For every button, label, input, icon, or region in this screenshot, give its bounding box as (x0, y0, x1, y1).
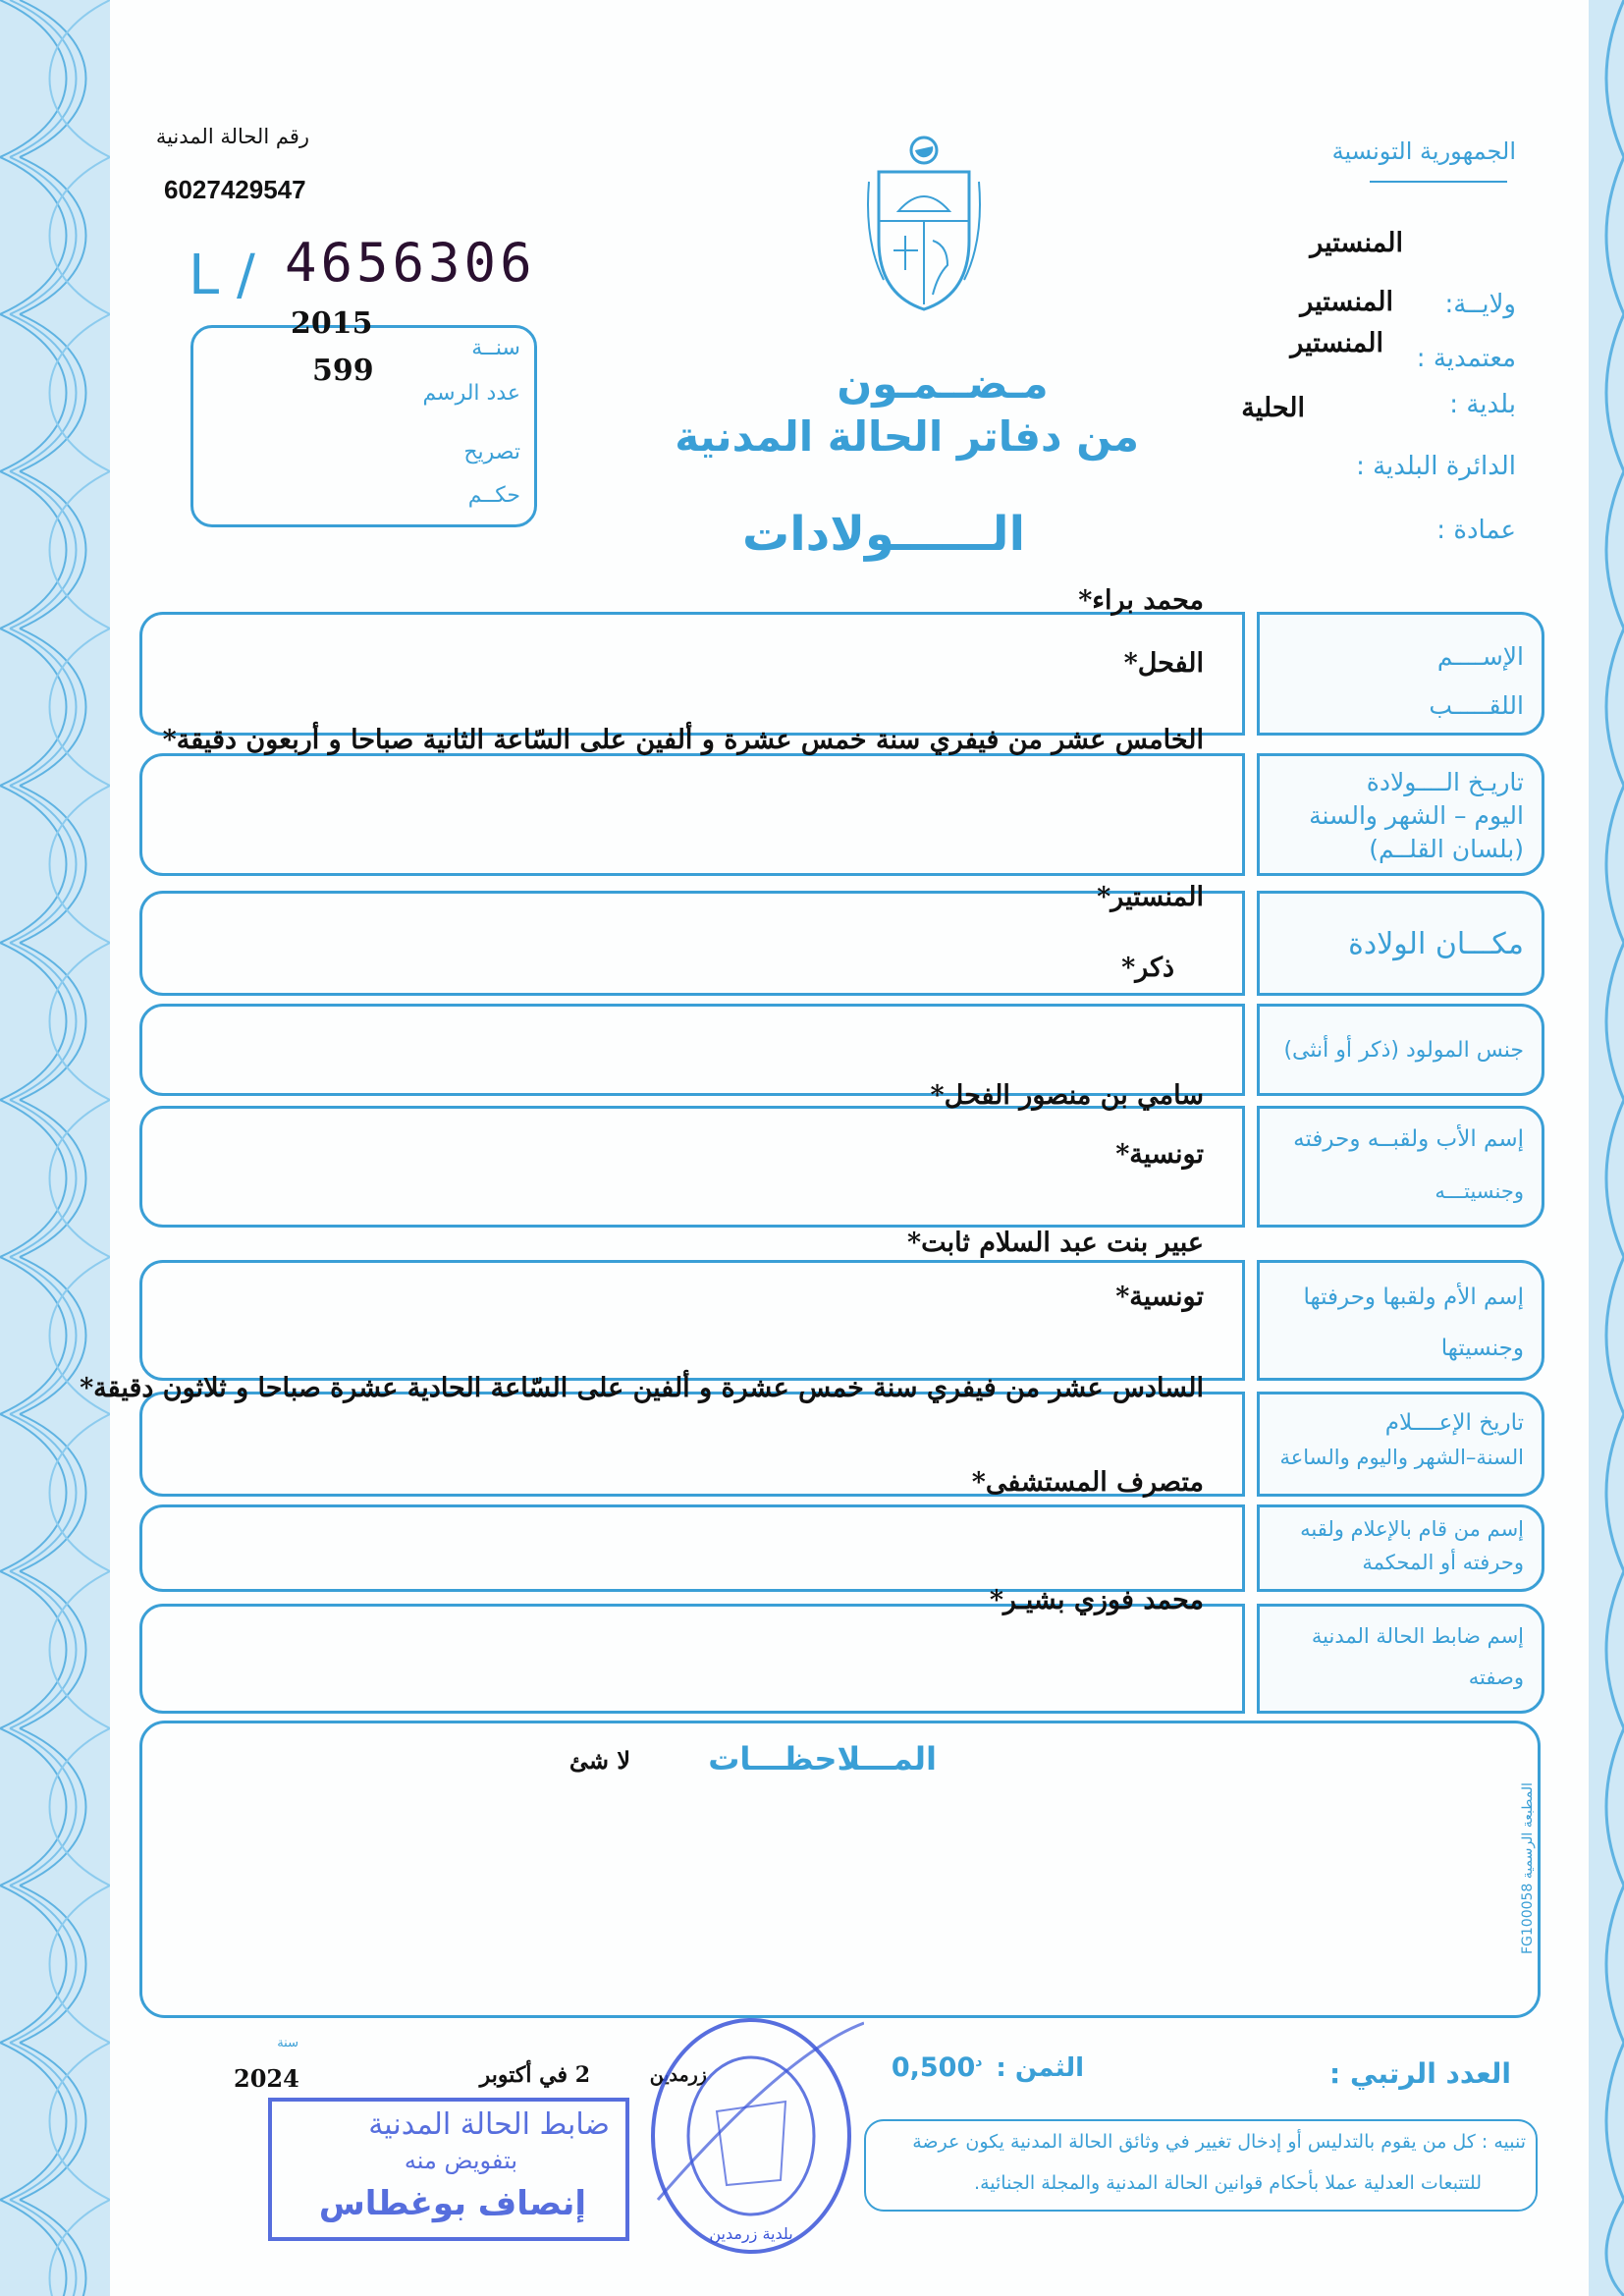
value-first-name: محمد براء* (1078, 585, 1204, 616)
label-box-officer (1257, 1604, 1544, 1714)
value-box-father (139, 1106, 1245, 1228)
value-officer: محمد فوزي بشيـر* (989, 1585, 1204, 1615)
label-birth-date-words: (بلسان القلــم) (1369, 835, 1524, 863)
value-mother-nationality: تونسية* (1115, 1282, 1204, 1312)
delegation-label: معتمدية : (1416, 344, 1516, 373)
delegation-value: المنستير (1290, 328, 1383, 358)
issue-year-label: سنة (277, 2036, 298, 2050)
value-box-name (139, 612, 1245, 736)
label-mother: إسم الأم ولقبها وحرفتها (1303, 1285, 1524, 1310)
value-box-birth-place (139, 891, 1245, 996)
value-box-birth-date (139, 753, 1245, 876)
value-father-name: سامي بن منصور الفحل* (930, 1080, 1204, 1111)
value-declaration-date: السادس عشر من فيفري سنة خمس عشرة و ألفين على السّاعة الحادية عشرة صباحا و ثلاثون دقيقة* (80, 1373, 1204, 1403)
republic-label: الجمهورية التونسية (1331, 137, 1516, 165)
label-declaration-date-sub: السنة–الشهر واليوم والساعة (1279, 1446, 1524, 1469)
record-year-value: 2015 (291, 306, 373, 341)
record-judgment-label: حكــم (467, 483, 520, 508)
price-amount: 0,500 (891, 2052, 976, 2083)
label-surname: اللقـــــب (1429, 691, 1524, 720)
serial-number: 4656306 (285, 232, 536, 294)
value-birth-place: المنستير* (1097, 882, 1204, 912)
label-declarant-sub: وحرفته أو المحكمة (1362, 1551, 1524, 1574)
label-box-declarant (1257, 1504, 1544, 1592)
record-act-number-value: 599 (312, 354, 374, 388)
municipality-value: الحلية (1241, 393, 1305, 423)
record-act-number-label: عدد الرسم (422, 381, 520, 406)
issue-place: زرمدين (649, 2064, 707, 2086)
title-civil-registers: من دفاتر الحالة المدنية (675, 412, 1139, 461)
municipal-district-label: الدائرة البلدية : (1356, 452, 1516, 481)
price-value (892, 2052, 983, 2083)
serial-order-label: العدد الرتبي : (1329, 2057, 1511, 2090)
remarks-value: لا شئ (568, 1746, 630, 1775)
value-father-nationality: تونسية* (1115, 1139, 1204, 1170)
label-box-name (1257, 612, 1544, 736)
label-birth-date-sub: اليوم – الشهر والسنة (1309, 801, 1524, 830)
label-first-name: الإســــم (1436, 642, 1524, 671)
record-year-label: سنــة (471, 336, 520, 360)
label-box-birth-date (1257, 753, 1544, 876)
notice-line-1: تنبيه : كل من يقوم بالتدليس أو إدخال تغيير في وثائق الحالة المدنية يكون عرضة (912, 2131, 1526, 2153)
security-border-left (0, 0, 110, 2296)
label-box-mother (1257, 1260, 1544, 1381)
stamp-line-1: ضابط الحالة المدنية (368, 2107, 610, 2142)
issue-year: 2024 (234, 2064, 299, 2093)
price-group (892, 2052, 1084, 2083)
label-father-nationality: وجنسيتـــه (1435, 1179, 1524, 1203)
label-declaration-date: تاريخ الإعــــلام (1384, 1410, 1524, 1436)
serial-prefix: L / (189, 244, 255, 307)
governorate-value: المنستير (1300, 287, 1393, 317)
civil-status-number-label: رقم الحالة المدنية (155, 125, 309, 148)
label-officer-capacity: وصفته (1468, 1666, 1524, 1689)
republic-divider (1370, 181, 1507, 183)
governorate-top-value: المنستير (1310, 228, 1403, 258)
stamp-line-2: بتفويض منه (404, 2147, 517, 2174)
label-father: إسم الأب ولقبــه وحرفته (1293, 1126, 1524, 1152)
issue-day-month: 2 في أكتوبر (479, 2062, 590, 2088)
value-mother-name: عبير بنت عبد السلام ثابت* (906, 1228, 1204, 1258)
officer-rect-stamp (268, 2098, 629, 2241)
municipal-round-seal-icon (638, 2013, 864, 2259)
label-officer: إسم ضابط الحالة المدنية (1311, 1624, 1524, 1648)
tunisia-coat-of-arms-icon (864, 133, 984, 314)
value-sex: ذكر* (1121, 953, 1174, 983)
stamp-signature-name: إنصاف بوغطاس (318, 2184, 586, 2223)
seal-text: بلدية زرمدين (709, 2224, 793, 2243)
label-birth-place: مكـــان الولادة (1348, 927, 1524, 961)
label-declarant: إسم من قام بالإعلام ولقبه (1300, 1517, 1524, 1541)
record-declaration-label: تصريح (463, 440, 520, 465)
municipality-label: بلدية : (1449, 390, 1516, 419)
label-box-sex (1257, 1004, 1544, 1096)
civil-status-number: 6027429547 (164, 175, 306, 204)
title-births: الــــــولادات (741, 507, 1026, 562)
remarks-label: المـــلاحظـــات (708, 1740, 937, 1777)
value-box-officer (139, 1604, 1245, 1714)
price-label: الثمن : (996, 2053, 1084, 2083)
label-box-father (1257, 1106, 1544, 1228)
imada-label: عمادة : (1436, 516, 1516, 545)
value-declarant: متصرف المستشفى* (971, 1467, 1204, 1498)
printer-code: المطبعة الرسمية FG100058 (1520, 1782, 1536, 1954)
label-box-declaration-date (1257, 1392, 1544, 1497)
value-box-declarant (139, 1504, 1245, 1592)
title-summary: مـضــمـون (837, 359, 1049, 408)
label-box-birth-place (1257, 891, 1544, 996)
price-unit: د (975, 2054, 983, 2070)
label-sex: جنس المولود (ذكر أو أنثى) (1283, 1038, 1524, 1063)
label-birth-date: تاريـخ الــــولادة (1366, 768, 1524, 796)
label-mother-nationality: وجنسيتها (1440, 1336, 1524, 1361)
notice-line-2: للتتبعات العدلية عملا بأحكام قوانين الحالة المدنية والمجلة الجنائية. (974, 2172, 1482, 2194)
security-border-right (1589, 0, 1624, 2296)
value-box-mother (139, 1260, 1245, 1381)
value-surname: الفحل* (1123, 648, 1204, 679)
value-birth-date: الخامس عشر من فيفري سنة خمس عشرة و ألفين على السّاعة الثانية صباحا و أربعون دقيقة* (162, 725, 1204, 755)
governorate-label: ولايــة: (1444, 290, 1516, 319)
